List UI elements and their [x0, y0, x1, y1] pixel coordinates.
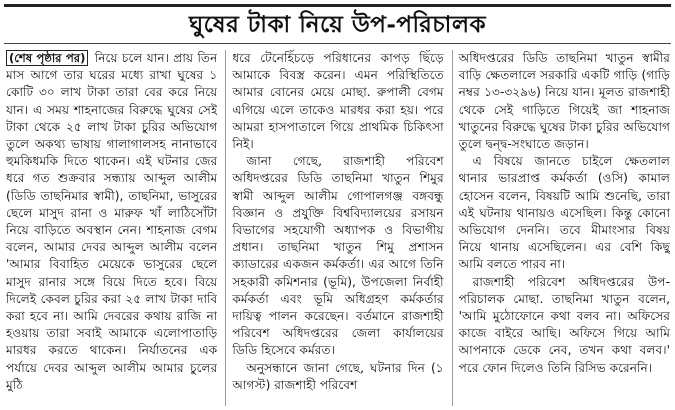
continuation-label: (শেষ পৃষ্ঠার পর): [6, 50, 88, 66]
headline-banner: [4, 4, 671, 44]
paragraph: অনুসন্ধানে জানা গেছে, ঘটনার দিন (১ আগস্ট) রাজশাহী পরিবেশ: [232, 360, 444, 392]
paragraph-text: নিয়ে চলে যান। প্রায় তিন মাস আগে তার ঘরের মধ্যে রাখা ঘুষের ১ কোটি ৩০ লাখ টাকা তারা বের করে নিয়ে যান। এ সময় শাহনাজের বিরুদ্ধে ঘুষের সেই টাকা থেকে ২৫ লাখ টাকা চুরির অভিযোগ তুলে অকথ্য ভাষায় গালাগালসহ নানাভাবে হুমকিধমকি দিতে থাকেন। এই ঘটনার জের ধরে গত শুক্রবার সন্ধ্যায় আব্দুল আলীম (ডিডি তাছনিমার স্বামী), তাছনিমা, ভাসুরের ছেলে মাসুদ রানা ও মারুফ খাঁ লাঠিসোঁটা নিয়ে বাড়িতে অবস্থান নেন। শাহনাজ বেগম বলেন, আমার দেবর আব্দুল আলীম বলেন 'আমার বিবাহিত মেয়েকে ভাসুরের ছেলে মাসুদ রানার সঙ্গে বিয়ে দিতে হবে। বিয়ে দিলেই কেবল চুরির করা ২৫ লাখ টাকা দাবি করা হবে না। আমি দেবরের কথায় রাজি না হওয়ায় তারা সবাই আমাকে এলোপাতাড়ি মারধর করতে থাকেন। নির্যাতনের এক পর্যায়ে দেবর আব্দুল আলীম আমার চুলের মুঠি: [6, 51, 218, 392]
paragraph: রাজশাহী পরিবেশ অধিদপ্তরের উপ-পরিচালক মোছা. তাছনিমা খাতুন বলেন, 'আমি মুঠোফোনে কথা বলব না। অফিসের কাজে বাইরে আছি। অফিসে গিয়ে আমি আপনাকে ডেকে নেব, তখন কথা বলব।' পরে ফোন দিলেও তিনি রিসিভ করেননি।: [458, 274, 670, 375]
paragraph: ধরে টেনেহিঁচড়ে পরিধানের কাপড় ছিঁড়ে আমাকে বিবস্ত্র করেন। এমন পরিস্থিতিতে আমার বোনের মেয়ে মোছা. রুপালী বেগম এগিয়ে এলে তাকেও মারধর করা হয়। পরে আমরা হাসপাতালে গিয়ে প্রাথমিক চিকিৎসা নিই।: [232, 51, 444, 152]
article-columns: [6, 50, 670, 406]
paragraph: এ বিষয়ে জানতে চাইলে ক্ষেতলাল থানার ভারপ্রাপ্ত কর্মকর্তা (ওসি) কামাল হোসেন বলেন, বিষয়টি আমি শুনেছি, তারা এই ঘটনায় থানায়ও এসেছিল। কিন্তু কোনো অভিযোগ দেননি। তবে মীমাংসার বিষয় নিয়ে থানায় এসেছিলেন। এর বেশি কিছু আমি বলতে পারব না।: [458, 154, 670, 272]
paragraph: জানা গেছে, রাজশাহী পরিবেশ অধিদপ্তরের ডিডি তাছনিমা খাতুন শিমুর স্বামী আব্দুল আলীম গোপালগঞ্জ বঙ্গবন্ধু বিজ্ঞান ও প্রযুক্তি বিশ্ববিদ্যালয়ের রসায়ন বিভাগের সহযোগী অধ্যাপক ও বিভাগীয় প্রধান। তাছনিমা খাতুন শিমু প্রশাসন ক্যাডারের একজন কর্মকর্তা। এর আগে তিনি সহকারী কমিশনার (ভূমি), উপজেলা নির্বাহী কর্মকর্তা এবং ভূমি অধিগ্রহণ কর্মকর্তার দায়িত্ব পালন করেছেন। বর্তমানে রাজশাহী পরিবেশ অধিদপ্তরের জেলা কার্যালয়ের ডিডি হিসেবে কর্মরত।: [232, 154, 444, 358]
column-1: [6, 50, 217, 406]
column-3: [452, 50, 670, 406]
paragraph: অধিদপ্তরের ডিডি তাছনিমা খাতুন স্বামীর বাড়ি ক্ষেতলালে সরকারি একটি গাড়ি (গাড়ি নম্বর ১৩-৩২৯৬) নিয়ে যান। মূলত রাজশাহী থেকে সেই গাড়িতে গিয়েই জা শাহনাজ খাতুনের বিরুদ্ধে ঘুষের টাকা চুরির অভিযোগ তুলে দ্বন্দ্ব-সংঘাতে জড়ান।: [458, 51, 670, 152]
paragraph: [6, 50, 217, 394]
headline: ঘুষের টাকা নিয়ে উপ-পরিচালক: [188, 10, 487, 38]
column-2: [225, 50, 443, 406]
